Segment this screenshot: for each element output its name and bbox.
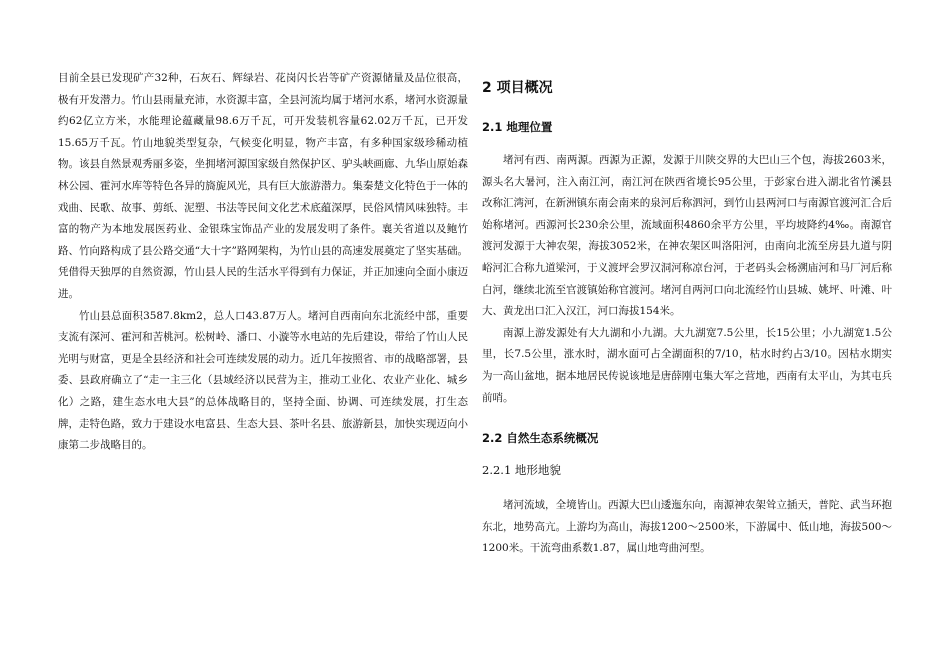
- section-heading-geographic-location: 2.1 地理位置: [482, 120, 553, 134]
- body-paragraph: 目前全县已发现矿产32种，石灰石、辉绿岩、花岗闪长岩等矿产资源储量及品位很高，极有开发潜力。竹山县雨量充沛，水资源丰富，全县河流均属于堵河水系，堵河水资源量约62亿立方米，水能理论蕴藏量98.6万千瓦，可开发装机容量62.02万千瓦，已开发15.65万千瓦。竹山地貌类型复杂，气候变化明显，物产丰富，有多种国家级珍稀动植物。该县自然景观秀丽多姿，坐拥堵河源国家级自然保护区、驴头峡画廊、九华山原始森林公园、霍河水库等特色各异的旖旎风光，具有巨大旅游潜力。集秦楚文化特色于一体的戏曲、民歌、故事、剪纸、泥塑、书法等民间文化艺术底蕴深厚，民俗风情风味独特。丰富的物产为本地发展医药业、金银珠宝饰品产业的发展发明了条件。襄关省道以及鲍竹路、竹向路构成了县公路交通“大十字”路网架构，为竹山县的高速发展奠定了坚实基础。凭借得天独厚的自然资源，竹山县人民的生活水平得到有力保证，并正加速向全面小康迈进。: [58, 72, 468, 300]
- body-paragraph: 堵河流域，全境皆山。西源大巴山逶迤东向，南源神农架耸立插天，普陀、武当环抱东北，地势高亢。上游均为高山，海拔1200～2500米，下游属中、低山地，海拔500～1200米。干流弯曲系数1.87，属山地弯曲河型。: [482, 499, 892, 555]
- left-column: [58, 68, 468, 457]
- spacer: [482, 136, 892, 150]
- body-paragraph: 堵河有西、南两源。西源为正源，发源于川陕交界的大巴山三个包，海拔2603米，源头名大暑河，注入南江河，南江河在陕西省境长95公里，于彭家台进入湖北省竹溪县改称汇湾河，在新洲镇东南会南来的泉河后称泗河，到竹山县两河口与南源官渡河汇合后始称堵河。西源河长230余公里，流域面积4860余平方公里，平均坡降约4‰。南源官渡河发源于大神农架，海拔3052米，在神农架区叫洛阳河，由南向北流至房县九道与阴峪河汇合称九道梁河，于义渡坪会罗汉洞河称凉台河，于老码头会杨溯庙河和马厂河后称白河，继续北流至官渡镇始称官渡河。堵河自两河口向北流经竹山县城、姚坪、叶滩、叶大、黄龙出口汇入汉江，河口海拔154米。: [482, 154, 892, 318]
- subsection-heading-terrain: 2.2.1 地形地貌: [482, 463, 561, 478]
- section-heading-project-overview: 2 项目概况: [482, 80, 553, 96]
- spacer: [482, 479, 892, 495]
- body-paragraph: 南源上游发源处有大九湖和小九湖。大九湖宽7.5公里，长15公里；小九湖宽1.5公里，长7.5公里，涨水时，湖水面可占全湖面积的7/10，枯水时约占3/10。因枯水期实为一高山盆地，据本地居民传说该地是唐薛刚屯集大军之营地，西南有太平山，为其屯兵前哨。: [482, 326, 892, 404]
- section-heading-ecosystem-overview: 2.2 自然生态系统概况: [482, 431, 599, 446]
- body-paragraph: 竹山县总面积3587.8km2，总人口43.87万人。堵河自西南向东北流经中部，重要支流有深河、霍河和苦桃河。松树岭、潘口、小漩等水电站的先后建设，带给了竹山人民光明与财富，更是全县经济和社会可连续发展的动力。近几年按照省、市的战略部署，县委、县政府确立了“走一主三化（县域经济以民营为主，推动工业化、农业产业化、城乡化）之路，建生态水电大县”的总体战略目的，坚持全面、协调、可连续发展，打生态牌，走特色路，致力于建设水电富县、生态大县、茶叶名县、旅游新县，加快实现迈向小康第二步战略目的。: [58, 309, 468, 452]
- right-column: [482, 68, 892, 560]
